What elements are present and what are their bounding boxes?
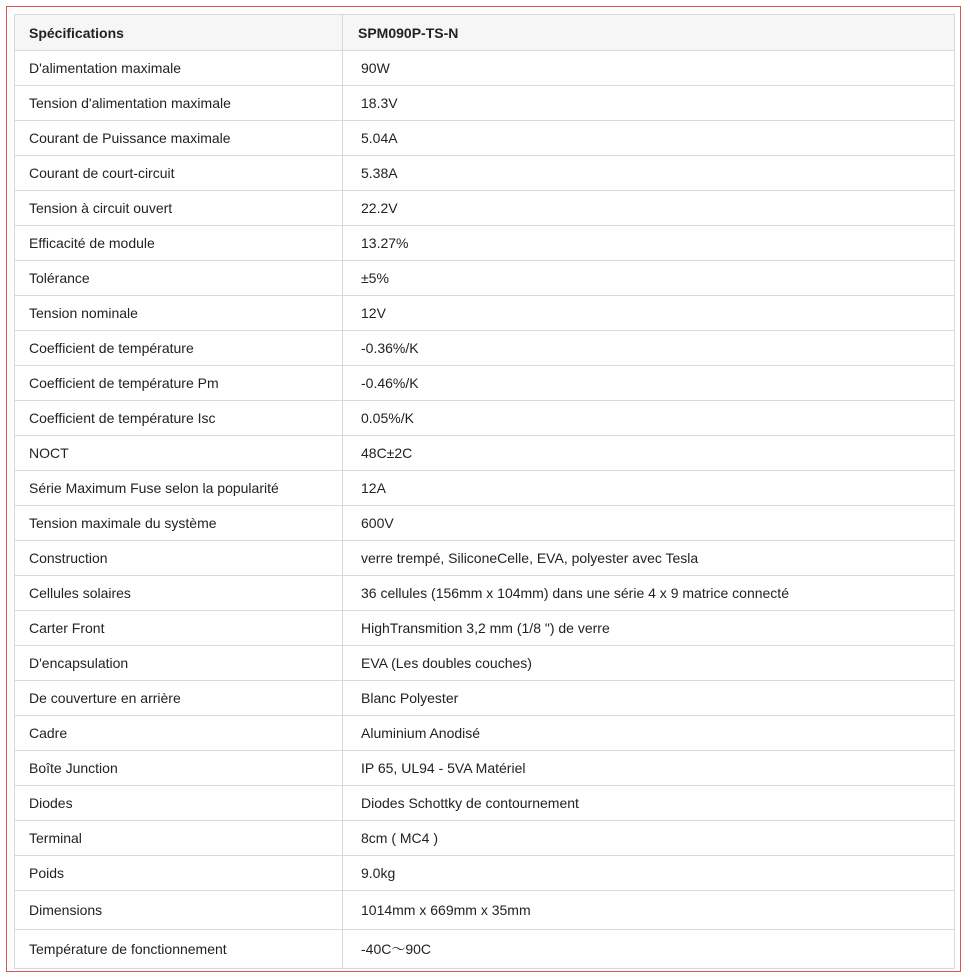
spec-value: 5.38A <box>343 156 955 191</box>
spec-value: 36 cellules (156mm x 104mm) dans une série 4 x 9 matrice connecté <box>343 576 955 611</box>
spec-value: 13.27% <box>343 226 955 261</box>
spec-label: Efficacité de module <box>15 226 343 261</box>
table-row <box>15 506 955 541</box>
spec-label: Coefficient de température <box>15 331 343 366</box>
spec-value: 600V <box>343 506 955 541</box>
spec-label: Carter Front <box>15 611 343 646</box>
spec-label: Température de fonctionnement <box>15 930 343 969</box>
spec-label: De couverture en arrière <box>15 681 343 716</box>
spec-label: Série Maximum Fuse selon la popularité <box>15 471 343 506</box>
spec-value: 9.0kg <box>343 856 955 891</box>
table-row <box>15 191 955 226</box>
table-row <box>15 646 955 681</box>
spec-label: Cellules solaires <box>15 576 343 611</box>
spec-value: IP 65, UL94 - 5VA Matériel <box>343 751 955 786</box>
table-row <box>15 261 955 296</box>
spec-value: 48C±2C <box>343 436 955 471</box>
spec-value: 90W <box>343 51 955 86</box>
spec-value: ±5% <box>343 261 955 296</box>
spec-value: verre trempé, SiliconeCelle, EVA, polyester avec Tesla <box>343 541 955 576</box>
spec-label: Tension d'alimentation maximale <box>15 86 343 121</box>
spec-value: Aluminium Anodisé <box>343 716 955 751</box>
spec-value: Blanc Polyester <box>343 681 955 716</box>
table-row <box>15 121 955 156</box>
spec-value: -40C～90C <box>343 930 955 969</box>
spec-value: 0.05%/K <box>343 401 955 436</box>
table-row <box>15 716 955 751</box>
table-row <box>15 786 955 821</box>
spec-label: Boîte Junction <box>15 751 343 786</box>
table-row <box>15 856 955 891</box>
spec-label: D'encapsulation <box>15 646 343 681</box>
spec-value: -0.46%/K <box>343 366 955 401</box>
table-row <box>15 401 955 436</box>
spec-label: Construction <box>15 541 343 576</box>
spec-label: Tension nominale <box>15 296 343 331</box>
table-row <box>15 891 955 930</box>
spec-value: 5.04A <box>343 121 955 156</box>
table-row <box>15 930 955 969</box>
spec-value: 18.3V <box>343 86 955 121</box>
spec-label: Courant de Puissance maximale <box>15 121 343 156</box>
table-row <box>15 331 955 366</box>
spec-label: Poids <box>15 856 343 891</box>
table-row <box>15 296 955 331</box>
table-row <box>15 751 955 786</box>
spec-value: 22.2V <box>343 191 955 226</box>
spec-value: EVA (Les doubles couches) <box>343 646 955 681</box>
spec-value: -0.36%/K <box>343 331 955 366</box>
spec-label: Dimensions <box>15 891 343 930</box>
spec-label: Terminal <box>15 821 343 856</box>
table-row <box>15 471 955 506</box>
table-header-row <box>15 15 955 51</box>
table-row <box>15 681 955 716</box>
table-row <box>15 156 955 191</box>
spec-label: D'alimentation maximale <box>15 51 343 86</box>
table-row <box>15 576 955 611</box>
spec-label: Tension maximale du système <box>15 506 343 541</box>
header-label: Spécifications <box>15 15 343 51</box>
spec-label: Coefficient de température Isc <box>15 401 343 436</box>
spec-value: 12V <box>343 296 955 331</box>
spec-label: Coefficient de température Pm <box>15 366 343 401</box>
spec-value: 12A <box>343 471 955 506</box>
spec-value: 8cm ( MC4 ) <box>343 821 955 856</box>
table-row <box>15 366 955 401</box>
spec-value: HighTransmition 3,2 mm (1/8 ") de verre <box>343 611 955 646</box>
spec-label: Courant de court-circuit <box>15 156 343 191</box>
table-row <box>15 821 955 856</box>
table-row <box>15 51 955 86</box>
spec-label: Diodes <box>15 786 343 821</box>
spec-value: 1014mm x 669mm x 35mm <box>343 891 955 930</box>
spec-table <box>14 14 955 969</box>
header-model: SPM090P-TS-N <box>343 15 955 51</box>
spec-label: NOCT <box>15 436 343 471</box>
spec-value: Diodes Schottky de contournement <box>343 786 955 821</box>
table-row <box>15 611 955 646</box>
table-row <box>15 436 955 471</box>
table-row <box>15 86 955 121</box>
spec-label: Cadre <box>15 716 343 751</box>
table-row <box>15 226 955 261</box>
spec-label: Tension à circuit ouvert <box>15 191 343 226</box>
spec-label: Tolérance <box>15 261 343 296</box>
table-row <box>15 541 955 576</box>
spec-table-body <box>15 15 955 969</box>
